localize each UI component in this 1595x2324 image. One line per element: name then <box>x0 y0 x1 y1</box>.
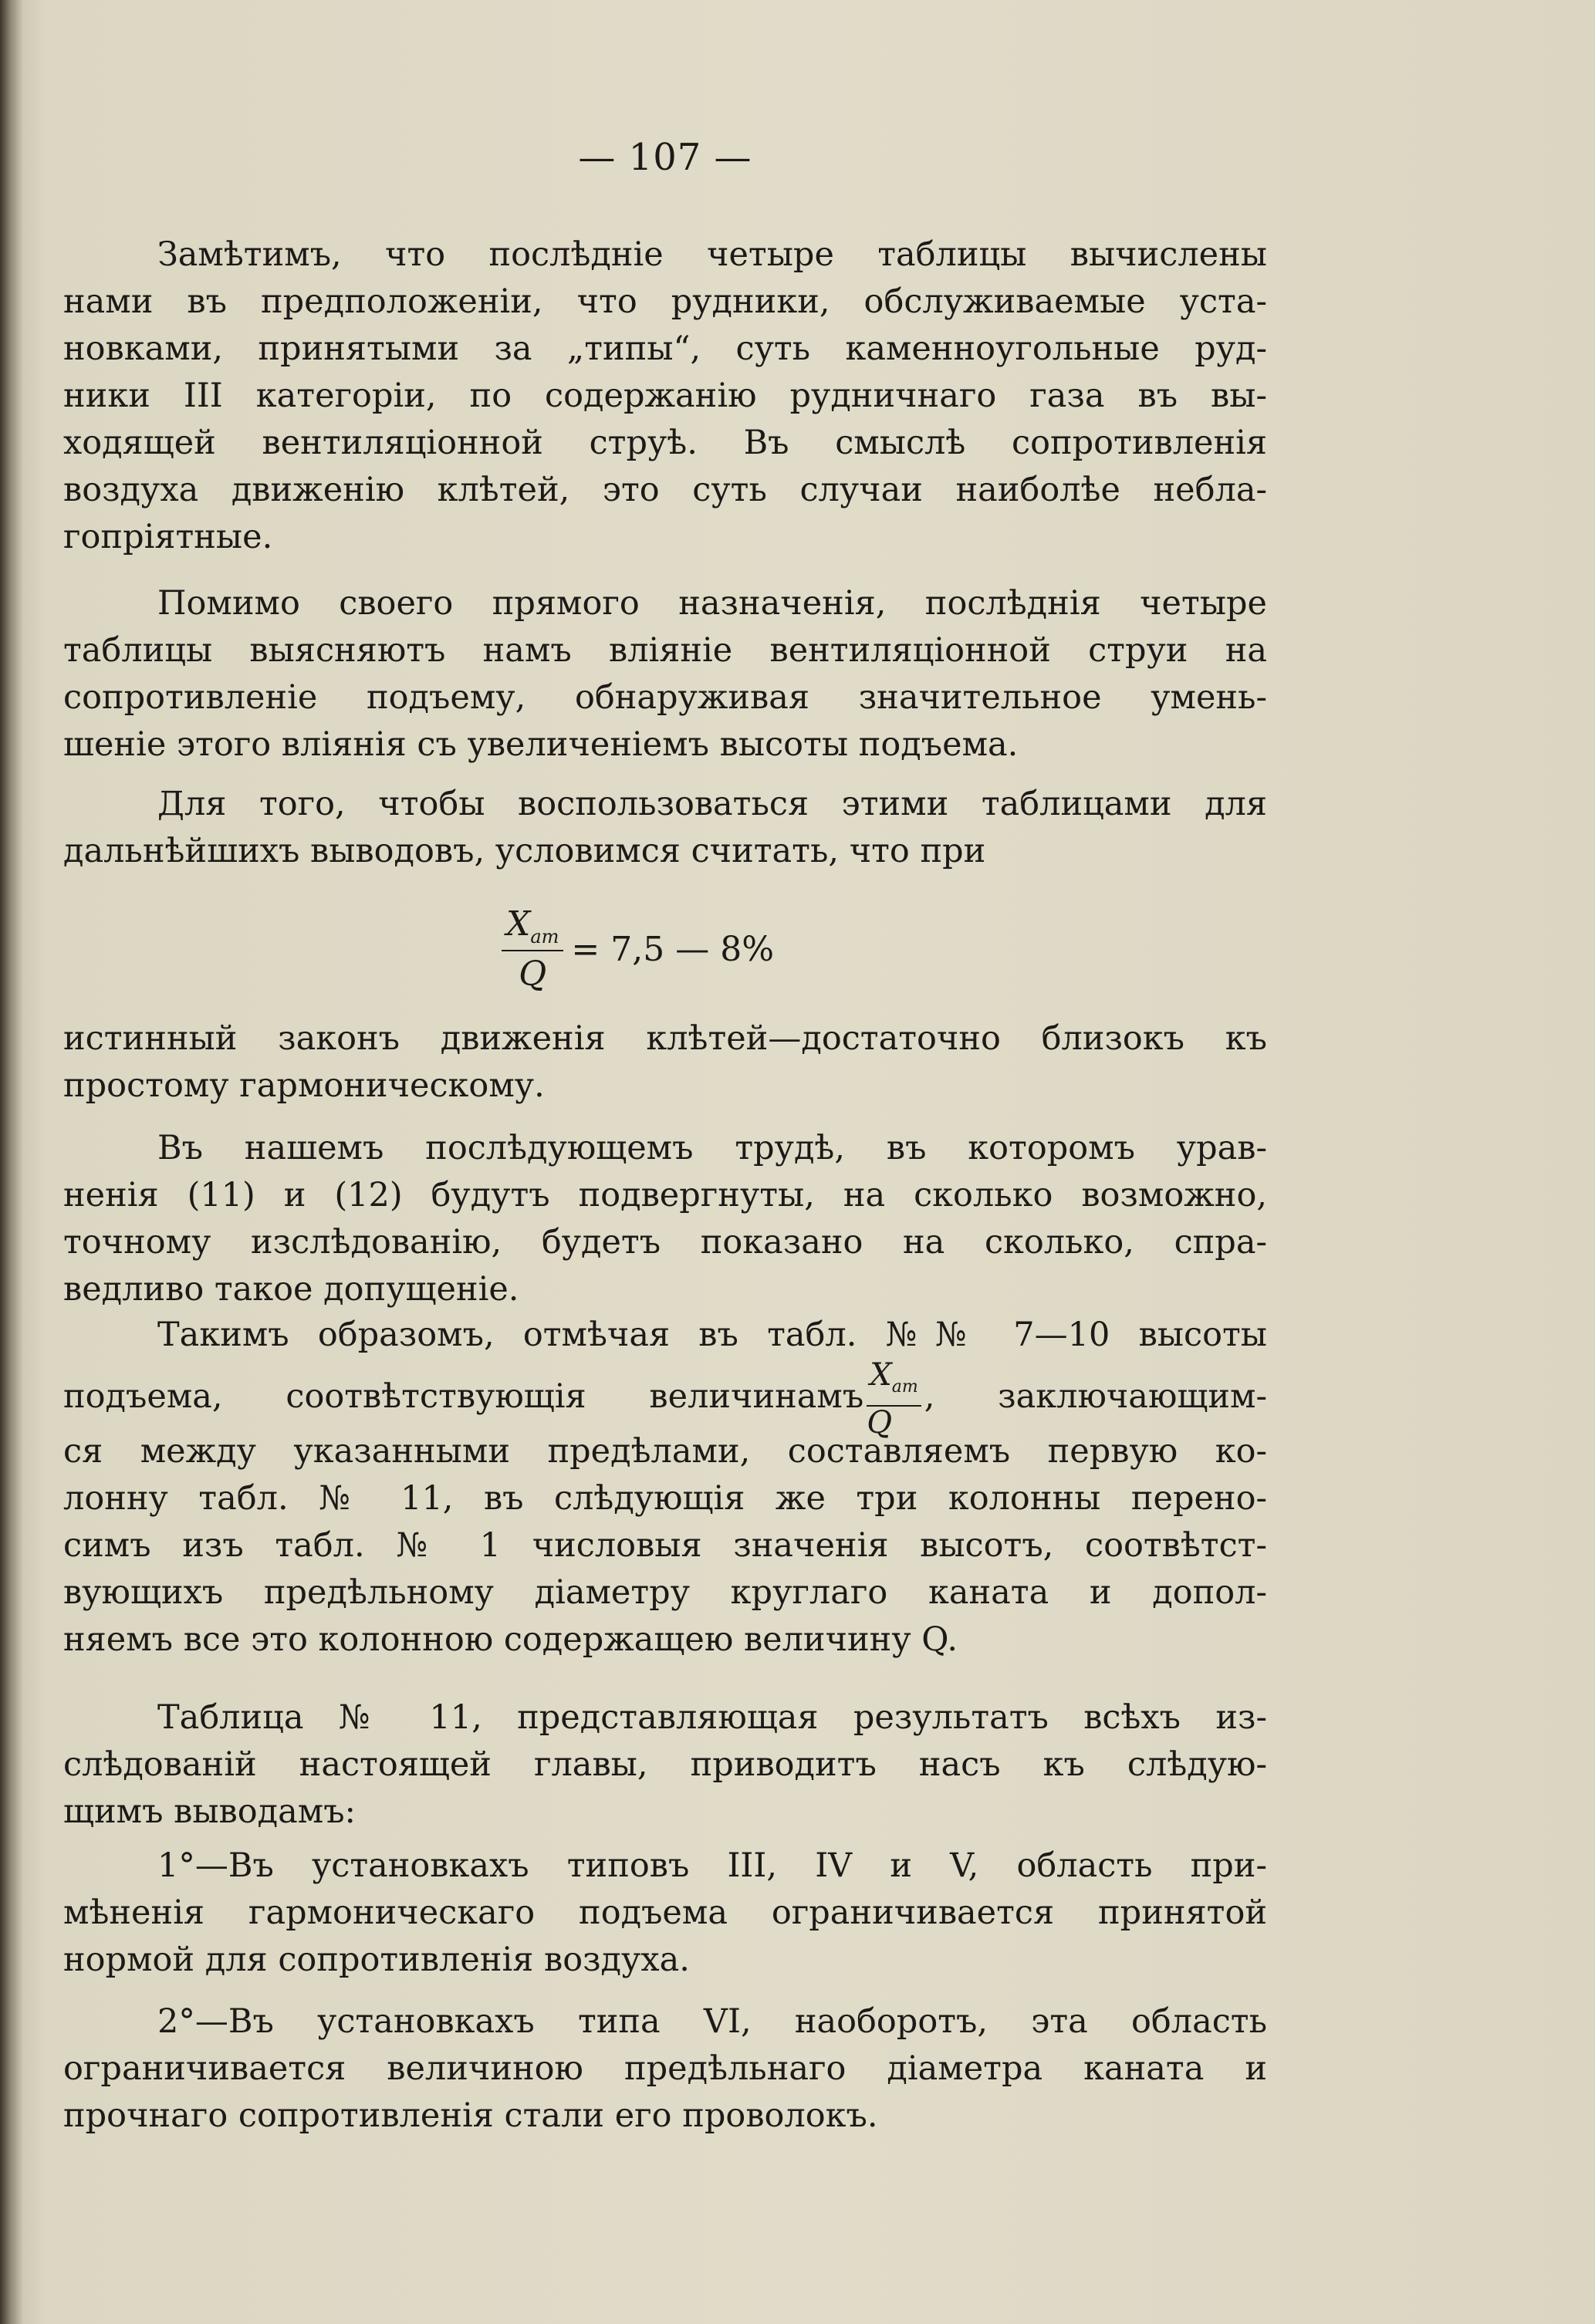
text-line: точному изслѣдованію, будетъ показано на сколько, спра- <box>63 1223 1267 1262</box>
text-line: Таблица № 11, представляющая результатъ всѣхъ из- <box>157 1698 1267 1737</box>
text-line: ведливо такое допущеніе. <box>63 1270 519 1309</box>
text-line: простому гармоническому. <box>63 1066 545 1105</box>
text-line: мѣненія гармоническаго подъема ограничивается принятой <box>63 1893 1267 1932</box>
text-line: ся между указанными предѣлами, составляемъ первую ко- <box>63 1432 1267 1471</box>
text-line: ходящей вентиляціонной струѣ. Въ смыслѣ сопротивленія <box>63 424 1267 462</box>
paragraph-7 <box>63 1694 1267 1836</box>
paragraph-1 <box>63 231 1267 561</box>
text-line: лонну табл. № 11, въ слѣдующія же три колонны перено- <box>63 1479 1267 1518</box>
text-line: Помимо своего прямого назначенія, послѣднія четыре <box>157 584 1267 623</box>
text-line: Въ нашемъ послѣдующемъ трудѣ, въ которомъ урав- <box>157 1129 1267 1167</box>
paragraph-8 <box>63 1843 1267 1984</box>
paragraph-3 <box>63 781 1267 875</box>
text-line: 1°—Въ установкахъ типовъ III, IV и V, область при- <box>157 1846 1267 1885</box>
text-line: щимъ выводамъ: <box>63 1792 357 1831</box>
text-line: симъ изъ табл. № 1 числовыя значенія высотъ, соотвѣтст- <box>63 1526 1267 1565</box>
text-line: Замѣтимъ, что послѣдніе четыре таблицы вычислены <box>157 235 1267 274</box>
formula <box>502 903 774 995</box>
text-line: истинный законъ движенія клѣтей—достаточно близокъ къ <box>63 1019 1267 1058</box>
paragraph-6 <box>63 1312 1267 1664</box>
text-line: няемъ все это колонною содержащею величину Q. <box>63 1620 958 1659</box>
formula-fraction <box>502 904 563 995</box>
text-line: нами въ предположеніи, что рудники, обслуживаемые уста- <box>63 282 1267 321</box>
formula-rhs: = 7,5 — 8% <box>571 929 775 969</box>
text-line: сопротивленіе подъему, обнаруживая значительное умень- <box>63 678 1267 717</box>
text-line: гопріятные. <box>63 518 273 556</box>
formula-numerator: $X_{am}$ <box>506 904 559 948</box>
paragraph-4 <box>63 1015 1267 1110</box>
text-line: таблицы выясняютъ намъ вліяніе вентиляціонной струи на <box>63 631 1267 670</box>
paragraph-2 <box>63 580 1267 768</box>
text-line: дальнѣйшихъ выводовъ, условимся считать, что при <box>63 832 986 870</box>
text-line: нормой для сопротивленія воздуха. <box>63 1941 690 1979</box>
text-line: прочнаго сопротивленія стали его проволокъ. <box>63 2096 878 2135</box>
page-number: — 107 — <box>578 136 752 179</box>
text-line: вующихъ предѣльному діаметру круглаго каната и допол- <box>63 1573 1267 1612</box>
text-line: слѣдованій настоящей главы, приводитъ насъ къ слѣдую- <box>63 1745 1267 1784</box>
text-line: Для того, чтобы воспользоваться этими таблицами для <box>157 785 1267 823</box>
paragraph-5 <box>63 1125 1267 1313</box>
formula-denominator: Q <box>502 950 563 994</box>
text-line: Такимъ образомъ, отмѣчая въ табл. №№ 7—10 высоты <box>157 1316 1267 1354</box>
text-line: шеніе этого вліянія съ увеличеніемъ высоты подъема. <box>63 725 1019 764</box>
text-line: новками, принятыми за „типы“, суть каменноугольные руд- <box>63 329 1267 368</box>
text-line: ограничивается величиною предѣльнаго діаметра каната и <box>63 2049 1267 2088</box>
text-line: ники III категоріи, по содержанію рудничнаго газа въ вы- <box>63 377 1267 415</box>
text-line: воздуха движенію клѣтей, это суть случаи наиболѣе небла- <box>63 471 1267 509</box>
text-line-with-fraction: подъема, соотвѣтствующія величинамъ $\frac{X_{am}}{Q}$ , заключающим- <box>63 1357 1267 1441</box>
text-line: ненія (11) и (12) будутъ подвергнуты, на сколько возможно, <box>63 1176 1267 1214</box>
inline-fraction: $\frac{X_{am}}{Q}$ <box>867 1359 921 1439</box>
paragraph-9 <box>63 1998 1267 2140</box>
text-line: 2°—Въ установкахъ типа VI, наоборотъ, эта область <box>157 2002 1267 2041</box>
